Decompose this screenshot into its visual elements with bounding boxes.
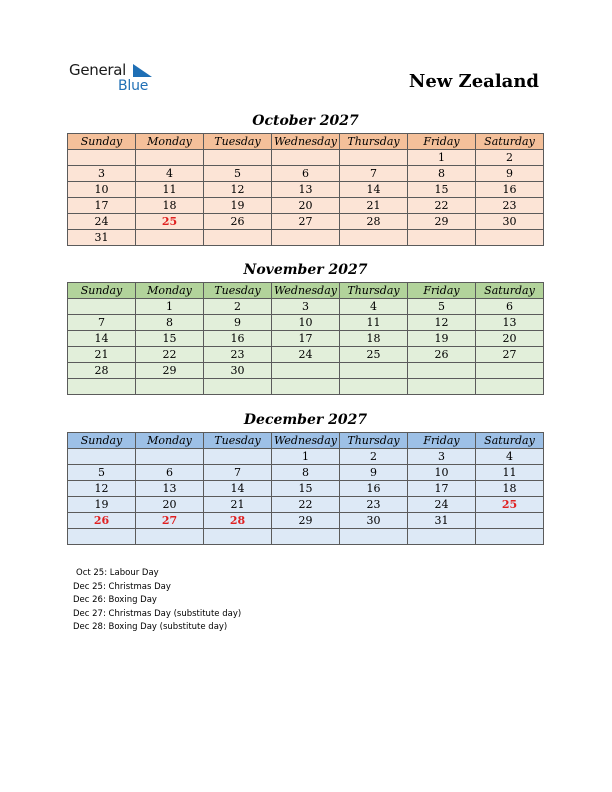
day-cell — [136, 449, 204, 465]
day-cell: 12 — [408, 315, 476, 331]
day-cell: 15 — [408, 182, 476, 198]
day-cell — [136, 379, 204, 395]
weekday-header-row — [68, 283, 544, 299]
day-cell — [204, 529, 272, 545]
generalblue-logo — [69, 60, 169, 96]
day-cell — [68, 449, 136, 465]
day-cell: 21 — [340, 198, 408, 214]
day-cell: 21 — [204, 497, 272, 513]
day-cell: 6 — [272, 166, 340, 182]
day-cell: 23 — [340, 497, 408, 513]
week-row — [68, 379, 544, 395]
holiday-note: Dec 25: Christmas Day — [73, 581, 171, 592]
day-cell: 14 — [204, 481, 272, 497]
day-cell: 14 — [340, 182, 408, 198]
day-cell: 5 — [68, 465, 136, 481]
day-cell: 11 — [476, 465, 544, 481]
holiday-note: Oct 25: Labour Day — [76, 568, 159, 578]
day-cell: 30 — [204, 363, 272, 379]
day-cell: 27 — [476, 347, 544, 363]
weekday-header: Sunday — [68, 134, 136, 150]
day-cell: 17 — [272, 331, 340, 347]
day-cell: 10 — [408, 465, 476, 481]
weekday-header: Saturday — [476, 283, 544, 299]
day-cell — [476, 230, 544, 246]
country-title: New Zealand — [408, 71, 539, 92]
day-cell: 8 — [408, 166, 476, 182]
holiday-note: Dec 28: Boxing Day (substitute day) — [73, 622, 228, 632]
logo-text-blue: Blue — [118, 78, 149, 94]
day-cell: 1 — [272, 449, 340, 465]
day-cell: 9 — [476, 166, 544, 182]
day-cell: 9 — [204, 315, 272, 331]
day-cell: 1 — [408, 150, 476, 166]
day-cell: 29 — [272, 513, 340, 529]
day-cell: 22 — [408, 198, 476, 214]
day-cell: 26 — [204, 214, 272, 230]
day-cell: 27 — [136, 513, 204, 529]
day-cell — [476, 379, 544, 395]
day-cell — [68, 299, 136, 315]
day-cell: 1 — [136, 299, 204, 315]
day-cell: 4 — [136, 166, 204, 182]
day-cell: 7 — [204, 465, 272, 481]
week-row — [68, 331, 544, 347]
day-cell: 26 — [408, 347, 476, 363]
day-cell: 28 — [340, 214, 408, 230]
weekday-header: Sunday — [68, 433, 136, 449]
week-row — [68, 198, 544, 214]
day-cell: 22 — [136, 347, 204, 363]
calendar-december — [67, 432, 544, 545]
day-cell: 12 — [68, 481, 136, 497]
day-cell: 28 — [68, 363, 136, 379]
week-row — [68, 347, 544, 363]
day-cell: 10 — [272, 315, 340, 331]
week-row — [68, 150, 544, 166]
day-cell: 16 — [340, 481, 408, 497]
day-cell — [340, 379, 408, 395]
day-cell: 13 — [476, 315, 544, 331]
calendar-october — [67, 133, 544, 246]
week-row — [68, 214, 544, 230]
week-row — [68, 299, 544, 315]
holiday-notes — [73, 567, 241, 635]
day-cell: 15 — [272, 481, 340, 497]
day-cell: 28 — [204, 513, 272, 529]
week-row — [68, 230, 544, 246]
weekday-header: Wednesday — [272, 134, 340, 150]
day-cell — [68, 379, 136, 395]
day-cell — [408, 363, 476, 379]
day-cell — [136, 230, 204, 246]
day-cell — [204, 150, 272, 166]
day-cell: 27 — [272, 214, 340, 230]
weekday-header-row — [68, 134, 544, 150]
day-cell: 25 — [136, 214, 204, 230]
day-cell: 2 — [340, 449, 408, 465]
day-cell: 9 — [340, 465, 408, 481]
day-cell — [272, 529, 340, 545]
day-cell: 24 — [272, 347, 340, 363]
weekday-header: Friday — [408, 433, 476, 449]
weekday-header: Thursday — [340, 433, 408, 449]
day-cell: 23 — [476, 198, 544, 214]
day-cell: 30 — [340, 513, 408, 529]
day-cell: 4 — [476, 449, 544, 465]
month-title-october: October 2027 — [252, 113, 359, 129]
day-cell: 16 — [476, 182, 544, 198]
day-cell — [272, 230, 340, 246]
day-cell — [204, 230, 272, 246]
day-cell — [68, 529, 136, 545]
weekday-header: Friday — [408, 134, 476, 150]
day-cell: 15 — [136, 331, 204, 347]
day-cell: 5 — [408, 299, 476, 315]
weekday-header: Tuesday — [204, 283, 272, 299]
day-cell: 17 — [68, 198, 136, 214]
day-cell — [68, 150, 136, 166]
day-cell — [408, 529, 476, 545]
month-title-december: December 2027 — [243, 412, 368, 428]
weekday-header: Tuesday — [204, 433, 272, 449]
weekday-header: Tuesday — [204, 134, 272, 150]
day-cell: 21 — [68, 347, 136, 363]
day-cell — [136, 529, 204, 545]
logo-text-general: General — [69, 61, 127, 79]
day-cell: 5 — [204, 166, 272, 182]
calendar-november — [67, 282, 544, 395]
weekday-header: Wednesday — [272, 283, 340, 299]
day-cell: 4 — [340, 299, 408, 315]
day-cell: 19 — [68, 497, 136, 513]
week-row — [68, 529, 544, 545]
weekday-header: Thursday — [340, 134, 408, 150]
day-cell: 20 — [272, 198, 340, 214]
weekday-header-row — [68, 433, 544, 449]
week-row — [68, 166, 544, 182]
week-row — [68, 363, 544, 379]
weekday-header: Sunday — [68, 283, 136, 299]
weekday-header: Thursday — [340, 283, 408, 299]
day-cell — [340, 230, 408, 246]
day-cell — [408, 379, 476, 395]
day-cell — [408, 230, 476, 246]
day-cell: 3 — [68, 166, 136, 182]
day-cell — [340, 363, 408, 379]
week-row — [68, 465, 544, 481]
weekday-header: Friday — [408, 283, 476, 299]
day-cell — [476, 529, 544, 545]
weekday-header: Monday — [136, 283, 204, 299]
day-cell: 14 — [68, 331, 136, 347]
day-cell: 31 — [68, 230, 136, 246]
calendar-body — [68, 449, 544, 545]
day-cell: 18 — [476, 481, 544, 497]
weekday-header: Saturday — [476, 433, 544, 449]
day-cell: 19 — [408, 331, 476, 347]
day-cell: 29 — [408, 214, 476, 230]
day-cell — [476, 363, 544, 379]
day-cell: 26 — [68, 513, 136, 529]
week-row — [68, 481, 544, 497]
week-row — [68, 449, 544, 465]
day-cell: 13 — [272, 182, 340, 198]
day-cell: 24 — [408, 497, 476, 513]
weekday-header: Wednesday — [272, 433, 340, 449]
day-cell: 25 — [476, 497, 544, 513]
day-cell — [204, 379, 272, 395]
day-cell: 24 — [68, 214, 136, 230]
day-cell: 3 — [408, 449, 476, 465]
day-cell: 10 — [68, 182, 136, 198]
day-cell: 8 — [272, 465, 340, 481]
day-cell: 3 — [272, 299, 340, 315]
day-cell — [340, 529, 408, 545]
day-cell: 11 — [136, 182, 204, 198]
day-cell: 20 — [476, 331, 544, 347]
day-cell — [272, 379, 340, 395]
month-title-november: November 2027 — [243, 262, 368, 278]
day-cell: 6 — [476, 299, 544, 315]
day-cell — [340, 150, 408, 166]
week-row — [68, 513, 544, 529]
weekday-header: Monday — [136, 134, 204, 150]
day-cell: 2 — [476, 150, 544, 166]
day-cell: 20 — [136, 497, 204, 513]
day-cell: 19 — [204, 198, 272, 214]
day-cell — [272, 363, 340, 379]
day-cell: 11 — [340, 315, 408, 331]
day-cell: 12 — [204, 182, 272, 198]
day-cell: 29 — [136, 363, 204, 379]
day-cell: 25 — [340, 347, 408, 363]
day-cell — [204, 449, 272, 465]
day-cell: 18 — [340, 331, 408, 347]
week-row — [68, 497, 544, 513]
calendar-body — [68, 299, 544, 395]
day-cell: 17 — [408, 481, 476, 497]
day-cell: 22 — [272, 497, 340, 513]
day-cell — [136, 150, 204, 166]
day-cell — [476, 513, 544, 529]
holiday-note: Dec 26: Boxing Day — [73, 595, 157, 605]
day-cell: 30 — [476, 214, 544, 230]
day-cell: 13 — [136, 481, 204, 497]
day-cell: 31 — [408, 513, 476, 529]
calendar-body — [68, 150, 544, 246]
day-cell — [272, 150, 340, 166]
day-cell: 23 — [204, 347, 272, 363]
day-cell: 16 — [204, 331, 272, 347]
day-cell: 2 — [204, 299, 272, 315]
day-cell: 7 — [340, 166, 408, 182]
week-row — [68, 182, 544, 198]
day-cell: 18 — [136, 198, 204, 214]
day-cell: 6 — [136, 465, 204, 481]
week-row — [68, 315, 544, 331]
holiday-note: Dec 27: Christmas Day (substitute day) — [73, 608, 242, 619]
weekday-header: Monday — [136, 433, 204, 449]
logo-triangle-icon — [133, 62, 153, 78]
day-cell: 7 — [68, 315, 136, 331]
weekday-header: Saturday — [476, 134, 544, 150]
day-cell: 8 — [136, 315, 204, 331]
